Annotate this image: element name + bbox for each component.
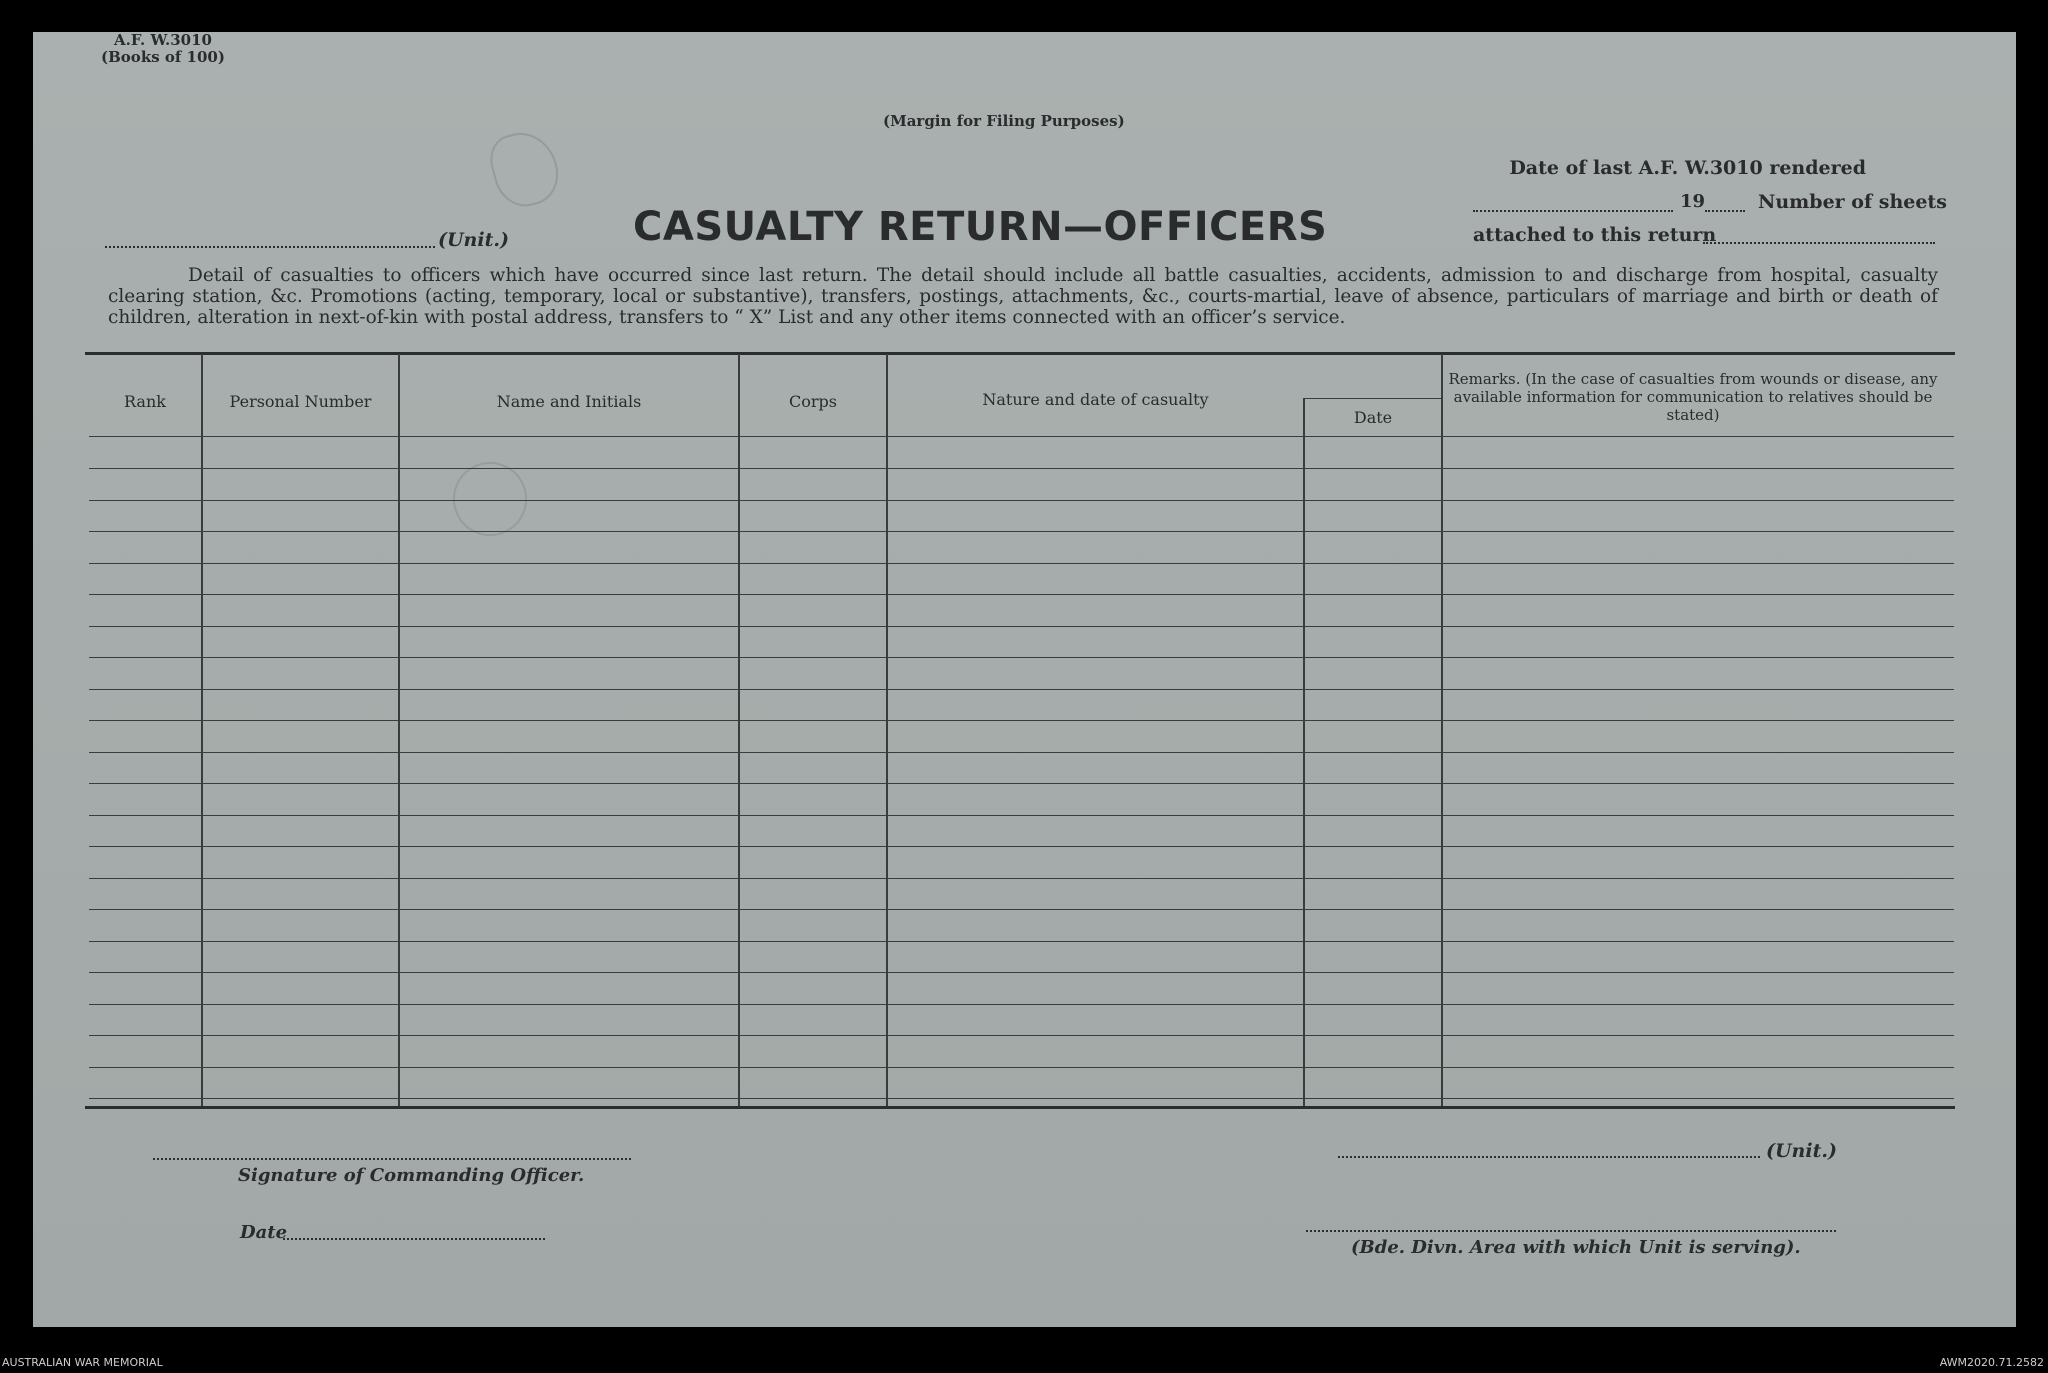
instructions-paragraph: Detail of casualties to officers which have occurred since last return. The detail should include all battle casualties, accidents, admission to and discharge from hospital, casualty clearing station, &c. Promotions (acting, temporary, local or substantive), transfers, postings, attachments, &c., courts-martial, leave of absence, particulars of marriage and birth or death of children, alteration in next-of-kin with postal address, transfers to “ X” List and any other items connected with an officer’s service.: [108, 265, 1938, 328]
books-of: (Books of 100): [101, 48, 225, 66]
header-nature: Nature and date of casualty: [982, 390, 1209, 409]
table-row[interactable]: [89, 909, 1954, 910]
table-row[interactable]: [89, 563, 1954, 564]
header-remarks: Remarks. (In the case of casualties from wounds or disease, any available information for communication to relatives should be stated): [1448, 370, 1938, 424]
table-row[interactable]: [89, 815, 1954, 816]
unit-label-top: (Unit.): [438, 229, 509, 251]
table-row[interactable]: [89, 594, 1954, 595]
attached-label: attached to this return: [1473, 224, 1717, 246]
page-title: CASUALTY RETURN—OFFICERS: [633, 204, 1328, 250]
table-row[interactable]: [89, 846, 1954, 847]
date-blank[interactable]: [1473, 210, 1673, 212]
table-row[interactable]: [89, 720, 1954, 721]
year-prefix: 19: [1680, 191, 1706, 212]
unit-blank-top[interactable]: [105, 246, 435, 248]
table-row[interactable]: [89, 1098, 1954, 1099]
col-divider: [738, 354, 740, 1106]
col-divider: [886, 354, 888, 1106]
header-corps: Corps: [789, 392, 837, 411]
header-date: Date: [1353, 408, 1393, 427]
table-row[interactable]: [89, 972, 1954, 973]
date-label: Date: [240, 1222, 288, 1243]
table-row[interactable]: [89, 783, 1954, 784]
sheets-blank[interactable]: [1703, 242, 1935, 244]
table-row[interactable]: [89, 626, 1954, 627]
table-row[interactable]: [89, 1067, 1954, 1068]
pencil-mark: [443, 452, 538, 547]
year-blank[interactable]: [1705, 210, 1745, 212]
header-rank: Rank: [124, 392, 166, 411]
date-line[interactable]: [283, 1238, 545, 1240]
col-divider: [201, 354, 203, 1106]
table-row[interactable]: [89, 531, 1954, 532]
credit-right: AWM2020.71.2582: [1939, 1356, 2044, 1369]
header-personal-number: Personal Number: [229, 392, 372, 411]
table-row[interactable]: [89, 1035, 1954, 1036]
date-subheader-rule: [1303, 398, 1441, 399]
credit-left: AUSTRALIAN WAR MEMORIAL: [2, 1356, 163, 1369]
form-sheet: [33, 32, 2016, 1327]
col-divider: [1441, 354, 1443, 1106]
unit-label-bottom: (Unit.): [1766, 1140, 1837, 1162]
table-row[interactable]: [89, 752, 1954, 753]
signature-label: Signature of Commanding Officer.: [238, 1165, 585, 1186]
signature-line[interactable]: [153, 1158, 631, 1160]
form-number: A.F. W.3010: [114, 31, 212, 49]
unit-line-bottom[interactable]: [1338, 1156, 1760, 1158]
form-number-block: [33, 32, 293, 66]
table-row[interactable]: [89, 468, 1954, 469]
table-row[interactable]: [89, 500, 1954, 501]
table-bottom-rule: [85, 1106, 1955, 1109]
table-top-rule: [85, 352, 1955, 355]
bde-line[interactable]: [1306, 1230, 1836, 1232]
number-of-sheets-label: Number of sheets: [1758, 191, 1947, 213]
table-row[interactable]: [89, 941, 1954, 942]
bde-label: (Bde. Divn. Area with which Unit is serving).: [1351, 1237, 1801, 1258]
margin-note: (Margin for Filing Purposes): [883, 112, 1125, 130]
col-divider: [398, 354, 400, 1106]
table-row[interactable]: [89, 1004, 1954, 1005]
pencil-mark: [485, 125, 566, 213]
table-row[interactable]: [89, 878, 1954, 879]
table-row[interactable]: [89, 657, 1954, 658]
header-name: Name and Initials: [496, 392, 642, 411]
date-last-rendered: Date of last A.F. W.3010 rendered: [1509, 157, 1866, 179]
table-row[interactable]: [89, 689, 1954, 690]
row-rule: [89, 436, 1954, 437]
